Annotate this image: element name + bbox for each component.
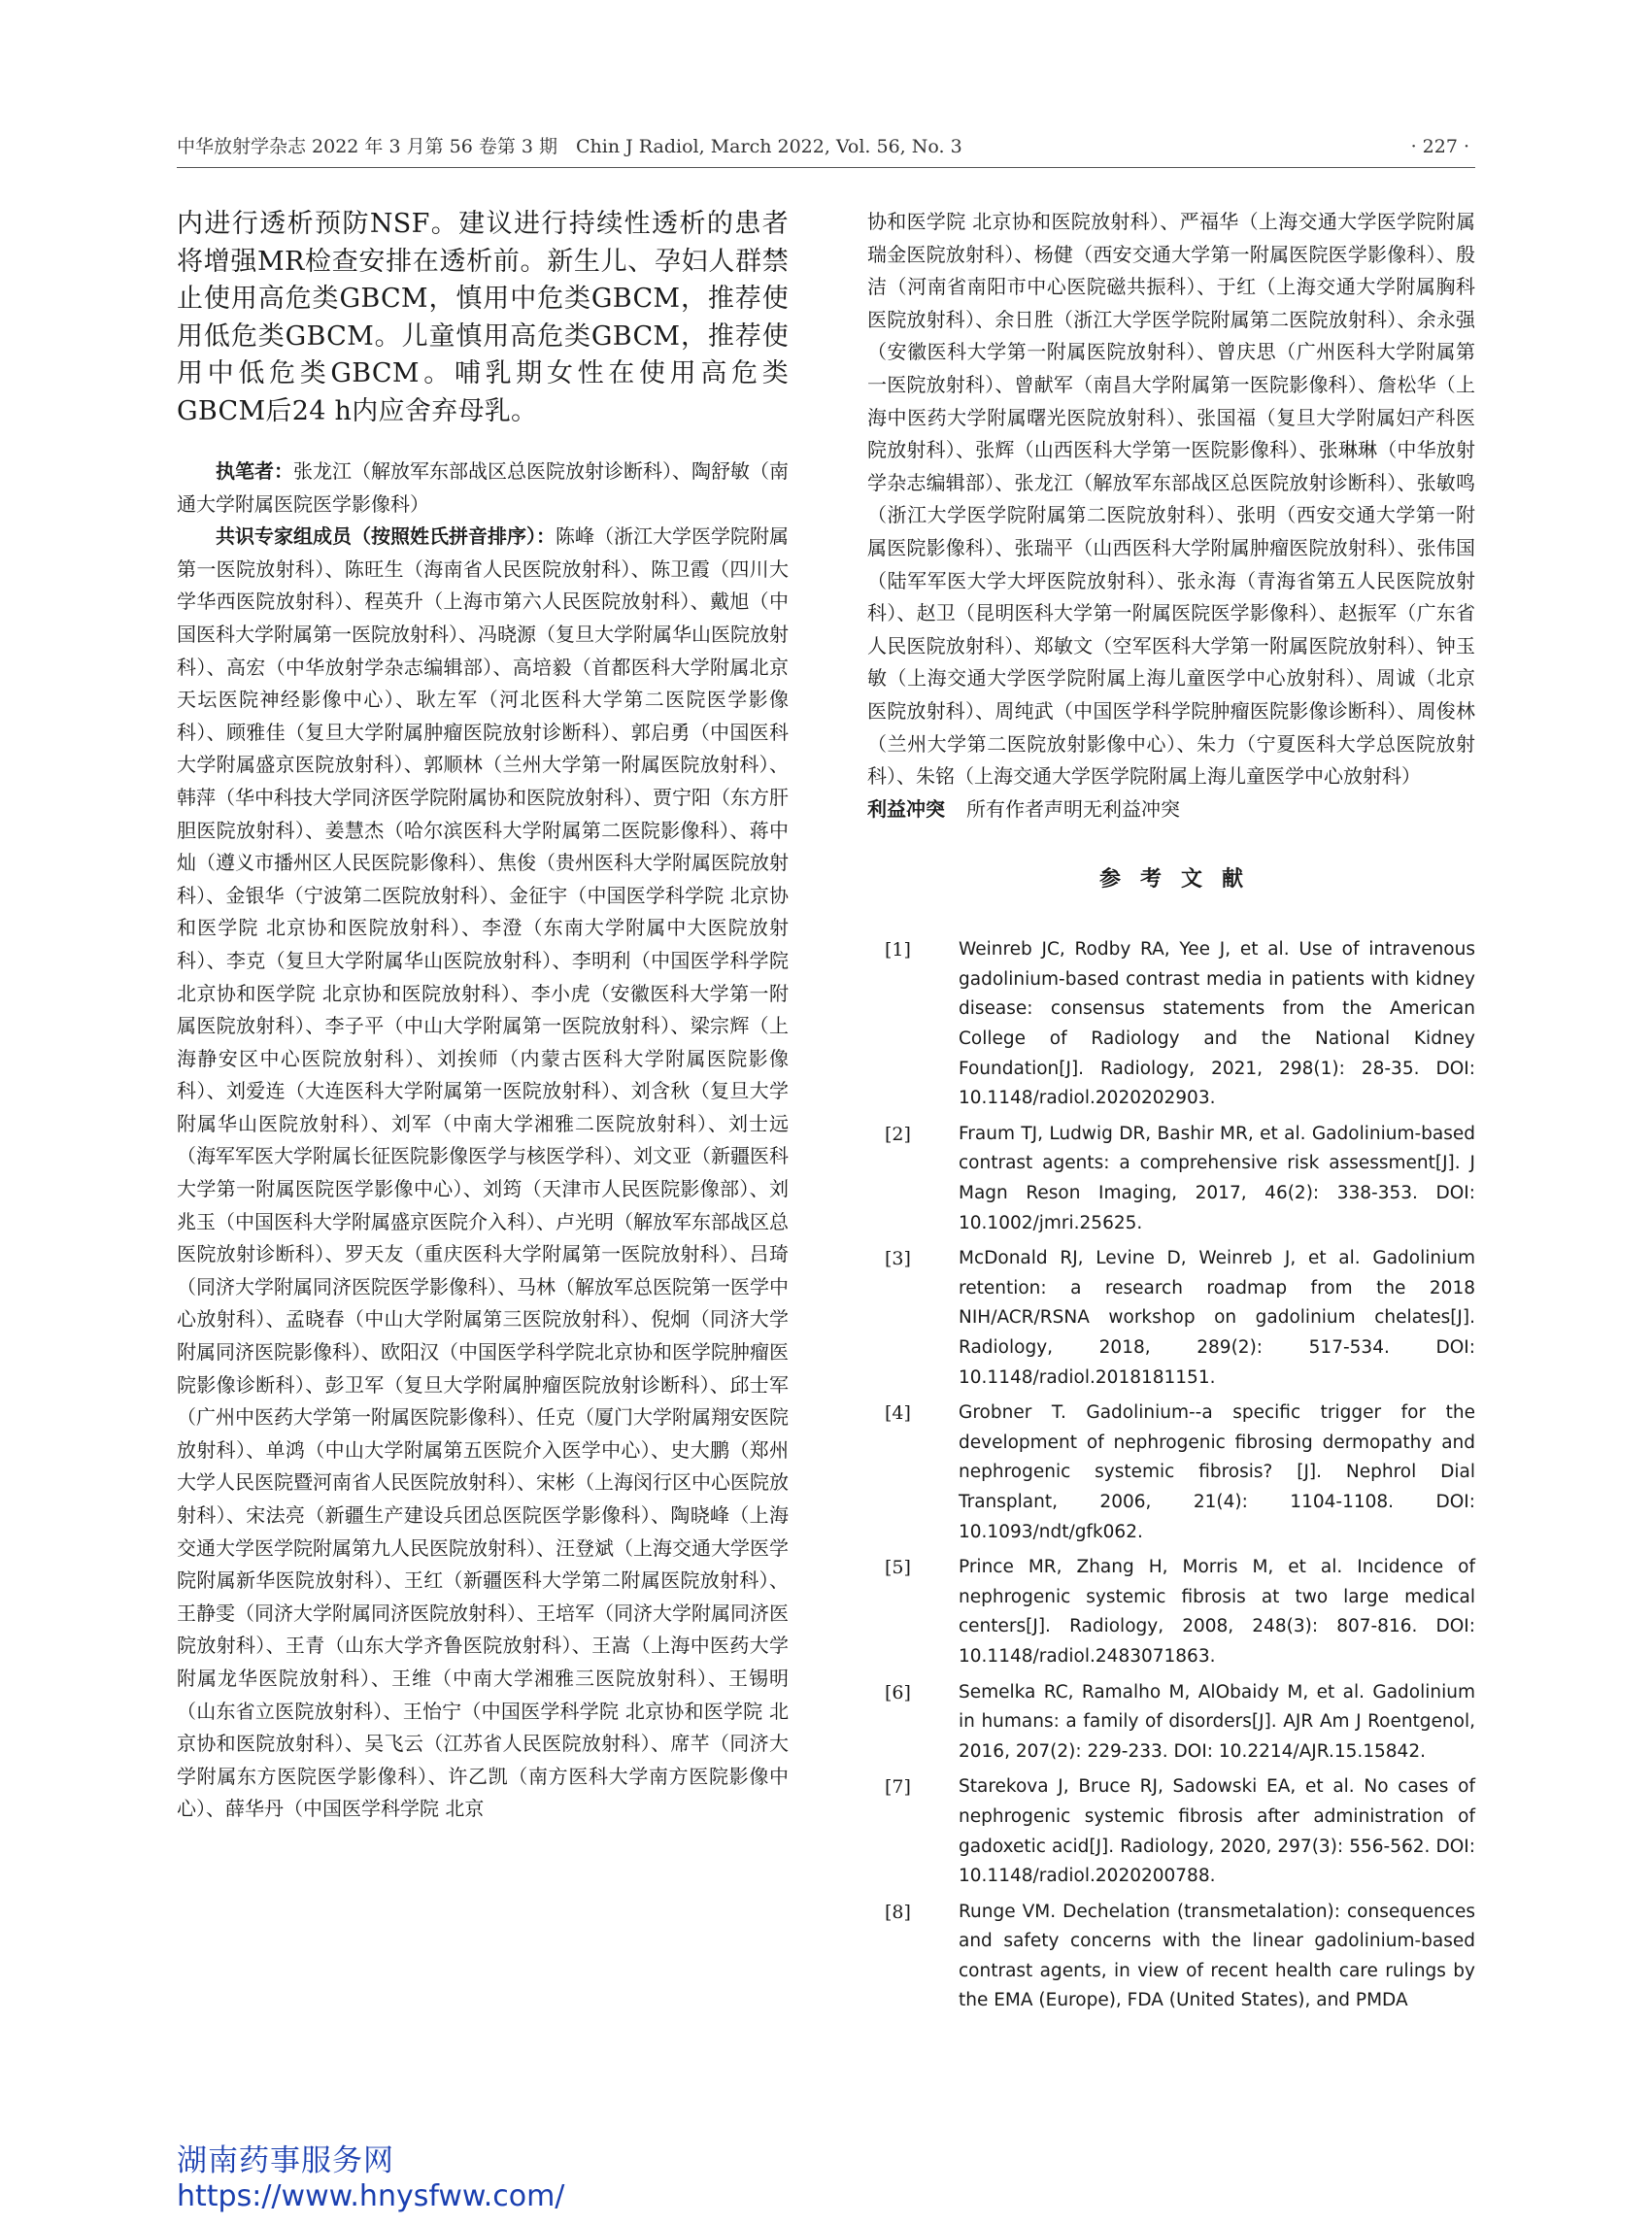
reference-text: Prince MR, Zhang H, Morris M, et al. Incidence of nephrogenic systemic fibrosis at two large medical centers[J]. Radiology, 2008, 248(3): 807-816. DOI: 10.1148/radiol.2483071863.: [959, 1557, 1475, 1667]
lead-paragraph: 内进行透析预防NSF。建议进行持续性透析的患者将增强MR检查安排在透析前。新生儿、孕妇人群禁止使用高危类GBCM，慎用中危类GBCM，推荐使用低危类GBCM。儿童慎用高危类GBCM，推荐使用中低危类GBCM。哺乳期女性在使用高危类GBCM后24 h内应舍弃母乳。: [177, 209, 789, 426]
reference-item: [867, 1678, 1475, 1768]
experts-text-left: 陈峰（浙江大学医学院附属第一医院放射科）、陈旺生（海南省人民医院放射科）、陈卫霞（四川大学华西医院放射科）、程英升（上海市第六人民医院放射科）、戴旭（中国医科大学附属第一医院放射科）、冯晓源（复旦大学附属华山医院放射科）、高宏（中华放射学杂志编辑部）、高培毅（首都医科大学附属北京天坛医院神经影像中心）、耿左军（河北医科大学第二医院医学影像科）、顾雅佳（复旦大学附属肿瘤医院放射诊断科）、郭启勇（中国医科大学附属盛京医院放射科）、郭顺林（兰州大学第一附属医院放射科）、韩萍（华中科技大学同济医学院附属协和医院放射科）、贾宁阳（东方肝胆医院放射科）、姜慧杰（哈尔滨医科大学附属第二医院影像科）、蒋中灿（遵义市播州区人民医院影像科）、焦俊（贵州医科大学附属医院放射科）、金银华（宁波第二医院放射科）、金征宇（中国医学科学院 北京协和医学院 北京协和医院放射科）、李澄（东南大学附属中大医院放射科）、李克（复旦大学附属华山医院放射科）、李明利（中国医学科学院 北京协和医学院 北京协和医院放射科）、李小虎（安徽医科大学第一附属医院放射科）、李子平（中山大学附属第一医院放射科）、梁宗辉（上海静安区中心医院放射科）、刘挨师（内蒙古医科大学附属医院影像科）、刘爱连（大连医科大学附属第一医院放射科）、刘含秋（复旦大学附属华山医院放射科）、刘军（中南大学湘雅二医院放射科）、刘士远（海军军医大学附属长征医院影像医学与核医学科）、刘文亚（新疆医科大学第一附属医院医学影像中心）、刘筠（天津市人民医院影像部）、刘兆玉（中国医科大学附属盛京医院介入科）、卢光明（解放军东部战区总医院放射诊断科）、罗天友（重庆医科大学附属第一医院放射科）、吕琦（同济大学附属同济医院医学影像科）、马林（解放军总医院第一医学中心放射科）、孟晓春（中山大学附属第三医院放射科）、倪炯（同济大学附属同济医院影像科）、欧阳汉（中国医学科学院北京协和医学院肿瘤医院影像诊断科）、彭卫军（复旦大学附属肿瘤医院放射诊断科）、邱士军（广州中医药大学第一附属医院影像科）、任克（厦门大学附属翔安医院放射科）、单鸿（中山大学附属第五医院介入医学中心）、史大鹏（郑州大学人民医院暨河南省人民医院放射科）、宋彬（上海闵行区中心医院放射科）、宋法亮（新疆生产建设兵团总医院医学影像科）、陶晓峰（上海交通大学医学院附属第九人民医院放射科）、汪登斌（上海交通大学医学院附属新华医院放射科）、王红（新疆医科大学第二附属医院放射科）、王静雯（同济大学附属同济医院放射科）、王培军（同济大学附属同济医院放射科）、王青（山东大学齐鲁医院放射科）、王嵩（上海中医药大学附属龙华医院放射科）、王维（中南大学湘雅三医院放射科）、王锡明（山东省立医院放射科）、王怡宁（中国医学科学院 北京协和医学院 北京协和医院放射科）、吴飞云（江苏省人民医院放射科）、席芊（同济大学附属东方医院医学影像科）、许乙凯（南方医科大学南方医院影像中心）、薛华丹（中国医学科学院 北京: [177, 524, 789, 1821]
experts-paragraph: [177, 521, 789, 1826]
reference-text: McDonald RJ, Levine D, Weinreb J, et al. Gadolinium retention: a research roadmap from the 2018 NIH/ACR/RSNA workshop on gadolinium chelates[J]. Radiology, 2018, 289(2): 517-534. DOI: 10.1148/radiol.2018181151.: [959, 1248, 1475, 1388]
reference-number: [5]: [885, 1557, 911, 1579]
experts-continuation: 协和医学院 北京协和医院放射科）、严福华（上海交通大学医学院附属瑞金医院放射科）、杨健（西安交通大学第一附属医院医学影像科）、殷洁（河南省南阳市中心医院磁共振科）、于红（上海交通大学附属胸科医院放射科）、余日胜（浙江大学医学院附属第二医院放射科）、余永强（安徽医科大学第一附属医院放射科）、曾庆思（广州医科大学附属第一医院放射科）、曾献军（南昌大学附属第一医院影像科）、詹松华（上海中医药大学附属曙光医院放射科）、张国福（复旦大学附属妇产科医院放射科）、张辉（山西医科大学第一医院影像科）、张琳琳（中华放射学杂志编辑部）、张龙江（解放军东部战区总医院放射诊断科）、张敏鸣（浙江大学医学院附属第二医院放射科）、张明（西安交通大学第一附属医院影像科）、张瑞平（山西医科大学附属肿瘤医院放射科）、张伟国（陆军军医大学大坪医院放射科）、张永海（青海省第五人民医院放射科）、赵卫（昆明医科大学第一附属医院医学影像科）、赵振军（广东省人民医院放射科）、郑敏文（空军医科大学第一附属医院放射科）、钟玉敏（上海交通大学医学院附属上海儿童医学中心放射科）、周诚（北京医院放射科）、周纯武（中国医学科学院肿瘤医院影像诊断科）、周俊林（兰州大学第二医院放射影像中心）、朱力（宁夏医科大学总医院放射科）、朱铭（上海交通大学医学院附属上海儿童医学中心放射科）: [867, 210, 1475, 789]
reference-list: [867, 935, 1475, 2016]
reference-item: [867, 1772, 1475, 1891]
reference-text: Runge VM. Dechelation (transmetalation): consequences and safety concerns with the linear gadolinium-based contrast agents, in view of recent health care rulings by the EMA (Europe), FDA (United States), and PMDA: [959, 1901, 1475, 2011]
watermark-url[interactable]: https://www.hnysfww.com/: [177, 2179, 565, 2213]
reference-text: Starekova J, Bruce RJ, Sadowski EA, et al. No cases of nephrogenic systemic fibrosis after administration of gadoxetic acid[J]. Radiology, 2020, 297(3): 556-562. DOI: 10.1148/radiol.2020200788.: [959, 1776, 1475, 1887]
watermark-site-name: 湖南药事服务网: [177, 2143, 394, 2178]
reference-text: Semelka RC, Ramalho M, AlObaidy M, et al. Gadolinium in humans: a family of disorders[J]. AJR Am J Roentgenol, 2016, 207(2): 229-233. DOI: 10.2214/AJR.15.15842.: [959, 1681, 1475, 1762]
experts-label: 共识专家组成员（按照姓氏拼音排序）：: [216, 524, 556, 549]
authors-label: 执笔者：: [216, 459, 293, 483]
watermark: [177, 2142, 564, 2214]
page-number: · 227 ·: [1410, 136, 1469, 157]
reference-number: [1]: [885, 939, 911, 961]
reference-text: Grobner T. Gadolinium--a specific trigger for the development of nephrogenic fibrosing dermopathy and nephrogenic systemic fibrosis? [J]. Nephrol Dial Transplant, 2006, 21(4): 1104-1108. DOI: 10.1093/ndt/gfk062.: [959, 1402, 1475, 1542]
reference-number: [7]: [885, 1776, 911, 1799]
reference-number: [8]: [885, 1901, 911, 1923]
reference-item: [867, 1399, 1475, 1547]
conflict-of-interest: [867, 793, 1475, 826]
journal-citation: 中华放射学杂志 2022 年 3 月第 56 卷第 3 期 Chin J Radiol, March 2022, Vol. 56, No. 3: [177, 136, 962, 157]
reference-item: [867, 935, 1475, 1114]
reference-number: [2]: [885, 1123, 911, 1145]
reference-item: [867, 1898, 1475, 2016]
authors-text: 张龙江（解放军东部战区总医院放射诊断科）、陶舒敏（南通大学附属医院医学影像科）: [177, 459, 789, 516]
authors-paragraph: [177, 455, 789, 521]
references-heading: 参考文献: [1098, 866, 1263, 893]
reference-number: [3]: [885, 1248, 911, 1270]
left-column: [177, 206, 789, 1826]
conflict-label: 利益冲突: [867, 796, 945, 821]
right-column: [867, 206, 1475, 2022]
reference-number: [6]: [885, 1681, 911, 1703]
conflict-text: 所有作者声明无利益冲突: [966, 796, 1180, 821]
reference-text: Fraum TJ, Ludwig DR, Bashir MR, et al. Gadolinium-based contrast agents: a comprehensive risk assessment[J]. J Magn Reson Imaging, 2017, 46(2): 338-353. DOI: 10.1002/jmri.25625.: [959, 1123, 1475, 1233]
reference-item: [867, 1244, 1475, 1393]
reference-item: [867, 1553, 1475, 1671]
reference-text: Weinreb JC, Rodby RA, Yee J, et al. Use of intravenous gadolinium-based contrast media in patients with kidney disease: consensus statements from the American College of Radiology and the National Kidney Foundation[J]. Radiology, 2021, 298(1): 28-35. DOI: 10.1148/radiol.2020202903.: [959, 939, 1475, 1109]
running-header: [177, 134, 1475, 168]
reference-number: [4]: [885, 1402, 911, 1425]
reference-item: [867, 1120, 1475, 1238]
